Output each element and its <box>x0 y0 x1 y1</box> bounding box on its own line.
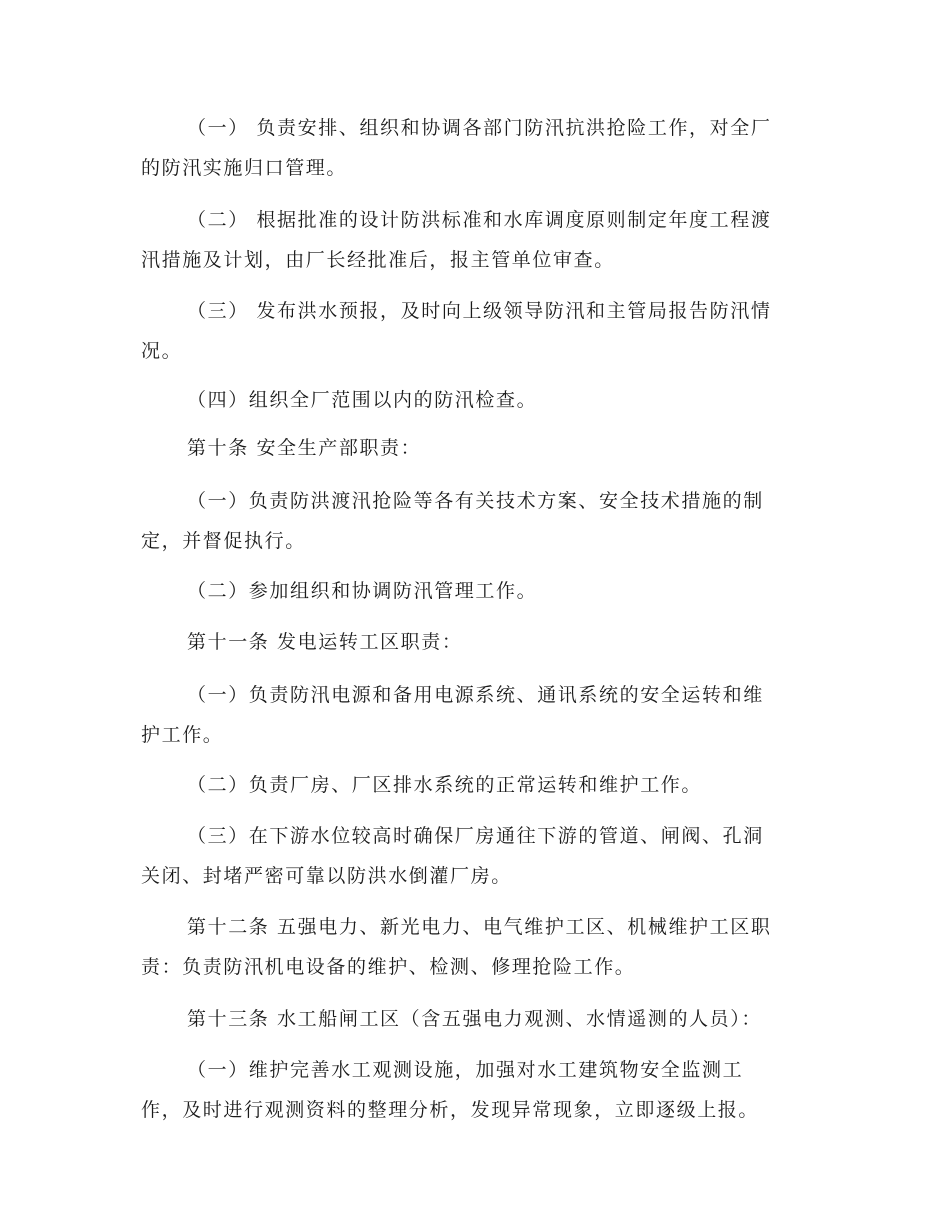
paragraph-6 <box>141 481 811 561</box>
paragraph-line: 定，并督促执行。 <box>141 530 306 552</box>
paragraph-line: 的防汛实施归口管理。 <box>141 157 348 179</box>
paragraph-7 <box>141 571 811 611</box>
paragraph-2 <box>141 200 811 280</box>
paragraph-line: 关闭、封堵严密可靠以防洪水倒灌厂房。 <box>141 865 512 887</box>
paragraph-11 <box>141 816 811 896</box>
paragraph-3 <box>141 291 811 371</box>
paragraph-line: 作，及时进行观测资料的整理分析，发现异常现象，立即逐级上报。 <box>141 1099 760 1121</box>
paragraph-line: （二）负责厂房、厂区排水系统的正常运转和维护工作。 <box>187 774 703 796</box>
paragraph-14 <box>141 1050 811 1130</box>
paragraph-1 <box>141 108 811 188</box>
paragraph-line: 第十一条 发电运转工区职责： <box>187 631 463 653</box>
article-12 <box>141 907 811 987</box>
paragraph-4 <box>141 380 811 420</box>
paragraph-line: 责：负责防汛机电设备的维护、检测、修理抢险工作。 <box>141 956 636 978</box>
article-10-heading <box>141 428 811 468</box>
paragraph-line: 第十二条 五强电力、新光电力、电气维护工区、机械维护工区职 <box>187 916 772 938</box>
paragraph-line: （三）在下游水位较高时确保厂房通往下游的管道、闸阀、孔洞 <box>187 825 764 847</box>
paragraph-line: （四）组织全厂范围以内的防汛检查。 <box>187 389 538 411</box>
paragraph-line: 汛措施及计划，由厂长经批准后，报主管单位审查。 <box>141 249 615 271</box>
paragraph-line: 第十条 安全生产部职责： <box>187 437 422 459</box>
paragraph-line: （一）负责防汛电源和备用电源系统、通讯系统的安全运转和维 <box>187 684 764 706</box>
paragraph-line: （二）参加组织和协调防汛管理工作。 <box>187 580 538 602</box>
paragraph-line: 护工作。 <box>141 724 224 746</box>
paragraph-line: 第十三条 水工船闸工区（含五强电力观测、水情遥测的人员）： <box>187 1008 762 1030</box>
paragraph-line: （一）维护完善水工观测设施，加强对水工建筑物安全监测工 <box>187 1059 744 1081</box>
paragraph-10 <box>141 765 811 805</box>
paragraph-line: （一） 负责安排、组织和协调各部门防汛抗洪抢险工作，对全厂 <box>187 117 772 139</box>
paragraph-line: （一）负责防洪渡汛抢险等各有关技术方案、安全技术措施的制 <box>187 490 764 512</box>
paragraph-9 <box>141 675 811 755</box>
article-13-heading <box>141 999 811 1039</box>
paragraph-line: （三） 发布洪水预报，及时向上级领导防汛和主管局报告防汛情 <box>187 300 772 322</box>
paragraph-line: 况。 <box>141 340 183 362</box>
article-11-heading <box>141 622 811 662</box>
paragraph-line: （二） 根据批准的设计防洪标准和水库调度原则制定年度工程渡 <box>187 209 772 231</box>
